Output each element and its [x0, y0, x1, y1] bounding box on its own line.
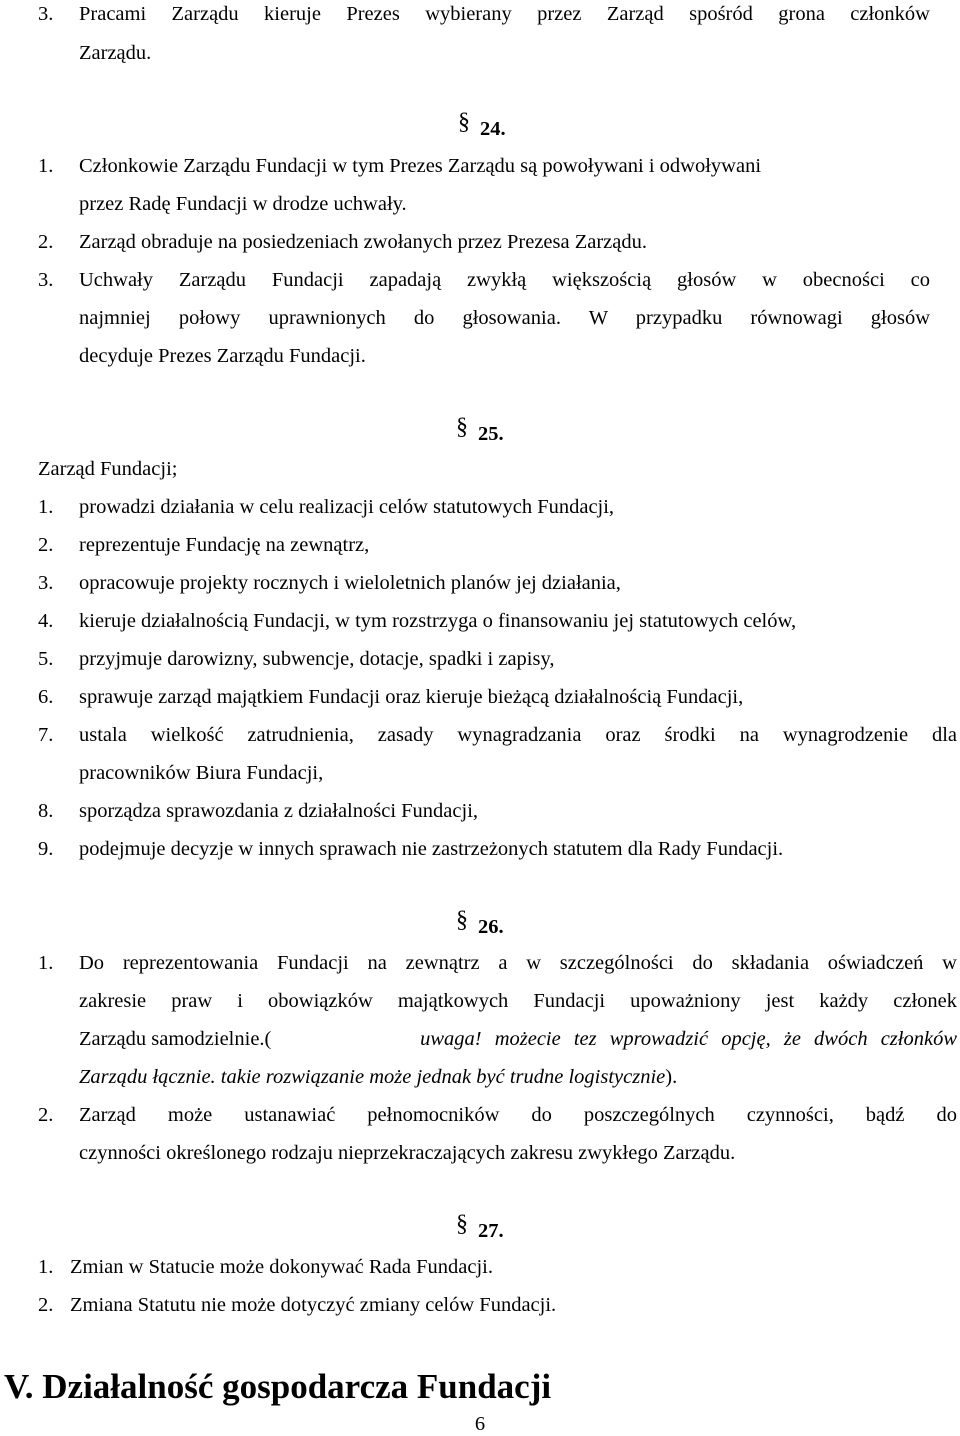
section-number: 26.: [478, 916, 504, 938]
section-number: 24.: [480, 118, 506, 140]
item-text: Do reprezentowania Fundacji na zewnątrz a w szczególności do składania oświadczeń w: [79, 952, 957, 974]
section-heading-24: [458, 109, 506, 143]
section-sign: §: [456, 414, 468, 440]
item-text: przyjmuje darowizny, subwencje, dotacje, spadki i zapisy,: [79, 648, 555, 670]
item-text: reprezentuje Fundację na zewnątrz,: [79, 534, 370, 556]
item-text: Zarządu.: [79, 42, 152, 64]
item-text: ).: [665, 1066, 678, 1088]
item-number: 1.: [38, 1256, 54, 1278]
item-number: 2.: [38, 231, 54, 253]
item-number: 8.: [38, 800, 54, 822]
section-heading-25: [456, 414, 504, 448]
item-text: czynności określonego rodzaju nieprzekraczających zakresu zwykłego Zarządu.: [79, 1142, 736, 1164]
section-heading-27: [456, 1211, 504, 1245]
item-text: kieruje działalnością Fundacji, w tym rozstrzyga o finansowaniu jej statutowych celów,: [79, 610, 797, 632]
section-sign: §: [456, 1211, 468, 1237]
item-text: Pracami Zarządu kieruje Prezes wybierany przez Zarząd spośród grona członków: [79, 3, 930, 25]
page-number: 6: [474, 1413, 486, 1435]
section-sign: §: [458, 109, 470, 135]
item-number: 1.: [38, 155, 54, 177]
note-text: uwaga! możecie tez wprowadzić opcję, że dwóch członków: [420, 1028, 957, 1050]
item-number: 2.: [38, 534, 54, 556]
item-text: Członkowie Zarządu Fundacji w tym Prezes Zarządu są powoływani i odwoływani: [79, 155, 762, 177]
item-number: 5.: [38, 648, 54, 670]
item-text: sprawuje zarząd majątkiem Fundacji oraz kieruje bieżącą działalnością Fundacji,: [79, 686, 744, 708]
item-number: 2.: [38, 1294, 54, 1316]
item-number: 3.: [38, 572, 54, 594]
item-text-line: [79, 1063, 677, 1091]
item-number: 3.: [38, 3, 54, 25]
item-number: 1.: [38, 952, 54, 974]
section-heading-26: [456, 907, 504, 941]
section-intro: Zarząd Fundacji;: [38, 458, 178, 480]
item-text-line: [79, 1025, 957, 1053]
item-text: najmniej połowy uprawnionych do głosowania. W przypadku równowagi głosów: [79, 307, 930, 329]
item-number: 1.: [38, 496, 54, 518]
section-number: 25.: [478, 423, 504, 445]
section-sign: §: [456, 907, 468, 933]
section-number: 27.: [478, 1220, 504, 1242]
item-text: opracowuje projekty rocznych i wieloletnich planów jej działania,: [79, 572, 621, 594]
chapter-heading: V. Działalność gospodarcza Fundacji: [4, 1367, 552, 1406]
item-number: 3.: [38, 269, 54, 291]
item-number: 7.: [38, 724, 54, 746]
item-text: Zarząd obraduje na posiedzeniach zwołanych przez Prezesa Zarządu.: [79, 231, 647, 253]
item-text: sporządza sprawozdania z działalności Fundacji,: [79, 800, 479, 822]
item-text: Uchwały Zarządu Fundacji zapadają zwykłą większością głosów w obecności co: [79, 269, 930, 291]
item-text: Zmiana Statutu nie może dotyczyć zmiany celów Fundacji.: [70, 1294, 557, 1316]
item-number: 6.: [38, 686, 54, 708]
item-text: przez Radę Fundacji w drodze uchwały.: [79, 193, 407, 215]
item-number: 2.: [38, 1104, 54, 1126]
item-text: pracowników Biura Fundacji,: [79, 762, 324, 784]
item-number: 9.: [38, 838, 54, 860]
item-text: zakresie praw i obowiązków majątkowych Fundacji upoważniony jest każdy członek: [79, 990, 957, 1012]
item-text: ustala wielkość zatrudnienia, zasady wynagradzania oraz środki na wynagrodzenie dla: [79, 724, 957, 746]
item-text: Zarządu samodzielnie.(: [79, 1028, 272, 1050]
item-text: decyduje Prezes Zarządu Fundacji.: [79, 345, 366, 367]
note-text: Zarządu łącznie. takie rozwiązanie może jednak być trudne logistycznie: [79, 1066, 666, 1088]
item-number: 4.: [38, 610, 54, 632]
item-text: podejmuje decyzje w innych sprawach nie zastrzeżonych statutem dla Rady Fundacji.: [79, 838, 784, 860]
item-text: Zmian w Statucie może dokonywać Rada Fundacji.: [70, 1256, 493, 1278]
item-text: prowadzi działania w celu realizacji celów statutowych Fundacji,: [79, 496, 615, 518]
item-text: Zarząd może ustanawiać pełnomocników do poszczególnych czynności, bądź do: [79, 1104, 957, 1126]
